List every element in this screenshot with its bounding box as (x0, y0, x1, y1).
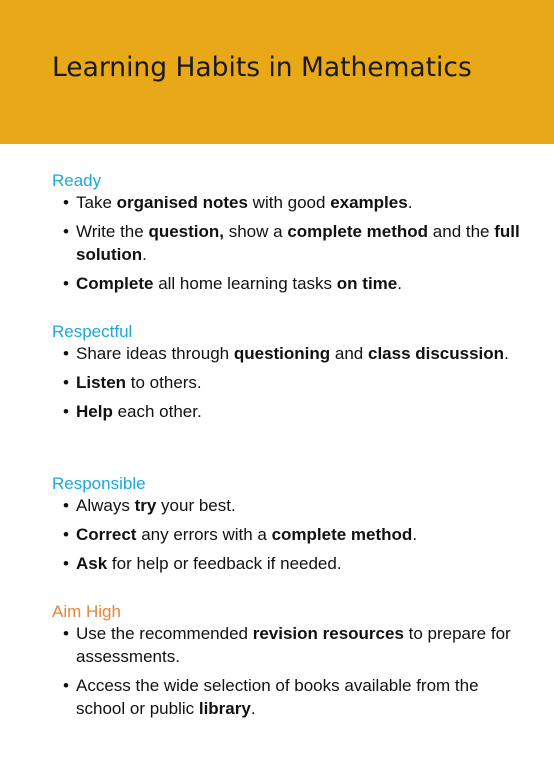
section-title-ready: Ready (52, 171, 102, 190)
text: Take (76, 193, 117, 212)
text: show a (224, 222, 288, 241)
bullet-icon: • (63, 624, 69, 643)
text: . (407, 193, 413, 212)
text: to others. (126, 373, 202, 392)
list-item (52, 523, 522, 546)
bold-text: complete method (287, 222, 429, 241)
bold-text: full solution (76, 222, 520, 264)
text: Access the wide selection of books available from the school or public (76, 676, 479, 718)
text: all home learning tasks (153, 274, 337, 293)
bold-text: on time (336, 274, 398, 293)
section-responsible (52, 474, 522, 581)
list-item (52, 400, 522, 423)
list-item (52, 220, 522, 266)
section-title-respectful: Respectful (52, 322, 133, 341)
text: each other. (112, 402, 202, 421)
text: . (397, 274, 402, 293)
bold-text: Listen (76, 373, 127, 392)
text: any errors with a (136, 525, 272, 544)
section-respectful (52, 322, 522, 429)
bold-text: class discussion (367, 344, 505, 363)
bold-text: examples (330, 193, 408, 212)
text: your best. (156, 496, 236, 515)
list-item (52, 674, 522, 720)
list-item (52, 272, 522, 295)
bold-text: Complete (76, 274, 154, 293)
bullet-icon: • (63, 344, 69, 363)
text: . (412, 525, 418, 544)
text: with good (247, 193, 331, 212)
bullet-icon: • (63, 274, 69, 293)
section-ready (52, 171, 522, 301)
bold-text: complete method (271, 525, 413, 544)
bold-text: library (198, 699, 251, 718)
text: Use the recommended (76, 624, 253, 643)
bullet-icon: • (63, 676, 69, 695)
section-title-responsible: Responsible (52, 474, 146, 493)
bullet-icon: • (63, 525, 69, 544)
ready-list (52, 191, 522, 295)
bullet-icon: • (63, 554, 69, 573)
bold-text: Help (76, 402, 113, 421)
text: Share ideas through (76, 344, 234, 363)
list-item (52, 552, 522, 575)
list-item (52, 371, 522, 394)
section-title-aim-high: Aim High (52, 602, 121, 621)
responsible-list (52, 494, 522, 575)
list-item (52, 494, 522, 517)
bold-text: organised notes (116, 193, 248, 212)
bullet-icon: • (63, 193, 69, 212)
bold-text: try (134, 496, 157, 515)
bullet-icon: • (63, 402, 69, 421)
text: . (250, 699, 256, 718)
text: to prepare for assessments. (76, 624, 511, 666)
text: Write the (76, 222, 149, 241)
bold-text: revision resources (252, 624, 404, 643)
bold-text: Ask (76, 554, 108, 573)
page-title: Learning Habits in Mathematics (52, 52, 472, 83)
section-aim-high (52, 602, 522, 726)
bold-text: question, (148, 222, 224, 241)
bold-text: questioning (233, 344, 331, 363)
list-item (52, 342, 522, 365)
text: . (142, 245, 147, 264)
respectful-list (52, 342, 522, 423)
aim-high-list (52, 622, 522, 720)
bullet-icon: • (63, 222, 69, 241)
text: for help or feedback if needed. (107, 554, 342, 573)
text: and the (428, 222, 495, 241)
list-item (52, 191, 522, 214)
bullet-icon: • (63, 373, 69, 392)
text: Always (76, 496, 135, 515)
bullet-icon: • (63, 496, 69, 515)
text: . (504, 344, 509, 363)
bold-text: Correct (76, 525, 137, 544)
list-item (52, 622, 522, 668)
header-banner (0, 0, 554, 144)
text: and (330, 344, 368, 363)
